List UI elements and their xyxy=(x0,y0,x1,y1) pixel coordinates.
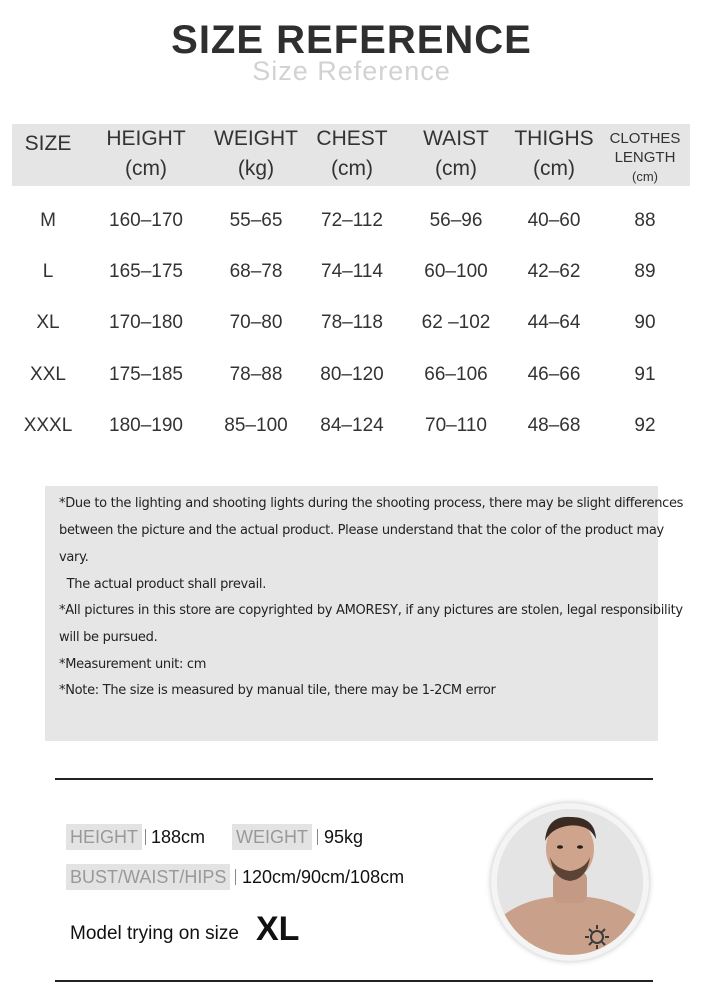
header-waist: WAIST (cm) xyxy=(423,127,489,180)
table-cell: 60–100 xyxy=(424,261,488,282)
table-cell: 56–96 xyxy=(429,210,483,231)
table-cell: 66–106 xyxy=(424,364,488,385)
weight-tag: WEIGHT xyxy=(232,824,312,850)
table-cell: 84–124 xyxy=(320,415,384,436)
header-chest: CHEST (cm) xyxy=(316,127,388,180)
table-row xyxy=(0,364,703,394)
weight-value: 95kg xyxy=(324,827,364,847)
header-clothes-length: CLOTHES LENGTH (cm) xyxy=(609,130,681,184)
page-title: SIZE REFERENCE xyxy=(171,18,532,62)
table-cell: XL xyxy=(36,312,60,333)
table-cell: 72–112 xyxy=(321,210,383,231)
note-line: vary. xyxy=(59,550,89,565)
table-cell: 90 xyxy=(634,312,656,333)
table-cell: XXL xyxy=(30,364,66,385)
table-cell: 62 –102 xyxy=(421,312,491,333)
note-line: *Measurement unit: cm xyxy=(59,657,207,672)
table-row xyxy=(0,210,703,240)
table-cell: 70–110 xyxy=(425,415,487,436)
note-line: between the picture and the actual product. Please understand that the color of the product may xyxy=(59,523,664,538)
model-avatar xyxy=(491,803,649,961)
table-cell: XXXL xyxy=(23,415,73,436)
table-cell: 44–64 xyxy=(527,312,581,333)
table-cell: 88 xyxy=(634,210,656,231)
header-height: HEIGHT (cm) xyxy=(106,127,186,180)
table-cell: 165–175 xyxy=(109,261,183,282)
table-cell: 160–170 xyxy=(109,210,183,231)
table-cell: 40–60 xyxy=(527,210,581,231)
divider-bottom xyxy=(55,980,653,982)
table-cell: 180–190 xyxy=(109,415,183,436)
note-line: The actual product shall prevail. xyxy=(59,577,267,592)
table-cell: 68–78 xyxy=(229,261,283,282)
table-cell: 46–66 xyxy=(527,364,581,385)
note-line: *All pictures in this store are copyrighted by AMORESY, if any pictures are stolen, legal responsibility xyxy=(59,603,683,618)
separator xyxy=(235,869,236,885)
table-cell: 78–118 xyxy=(321,312,383,333)
height-tag: HEIGHT xyxy=(66,824,142,850)
table-cell: L xyxy=(42,261,54,282)
separator xyxy=(145,829,146,845)
note-line: *Due to the lighting and shooting lights during the shooting process, there may be slight differences xyxy=(59,496,684,511)
table-cell: 42–62 xyxy=(527,261,581,282)
header-size: SIZE xyxy=(24,132,72,155)
note-line: *Note: The size is measured by manual tile, there may be 1-2CM error xyxy=(59,683,496,698)
model-trying-size: XL xyxy=(256,910,300,948)
separator xyxy=(317,829,318,845)
header-weight: WEIGHT (kg) xyxy=(214,127,298,180)
table-cell: 80–120 xyxy=(320,364,384,385)
bwh-tag: BUST/WAIST/HIPS xyxy=(66,864,230,890)
table-cell: 92 xyxy=(634,415,656,436)
table-cell: 175–185 xyxy=(109,364,183,385)
note-line: will be pursued. xyxy=(59,630,158,645)
table-cell: 70–80 xyxy=(229,312,283,333)
page-subtitle: Size Reference xyxy=(252,56,451,86)
model-trying-label: Model trying on size xyxy=(70,923,239,944)
table-cell: 55–65 xyxy=(229,210,283,231)
divider-top xyxy=(55,778,653,780)
table-row xyxy=(0,261,703,291)
table-cell: 74–114 xyxy=(321,261,383,282)
table-cell: 89 xyxy=(634,261,656,282)
table-cell: 78–88 xyxy=(229,364,283,385)
table-cell: 91 xyxy=(634,364,656,385)
table-cell: 85–100 xyxy=(224,415,288,436)
table-cell: M xyxy=(40,210,56,231)
table-row xyxy=(0,312,703,342)
height-value: 188cm xyxy=(151,827,206,847)
model-photo xyxy=(497,809,643,955)
header-thighs: THIGHS (cm) xyxy=(514,127,594,180)
bwh-value: 120cm/90cm/108cm xyxy=(242,867,405,887)
table-cell: 48–68 xyxy=(527,415,581,436)
table-row xyxy=(0,415,703,445)
table-cell: 170–180 xyxy=(109,312,183,333)
